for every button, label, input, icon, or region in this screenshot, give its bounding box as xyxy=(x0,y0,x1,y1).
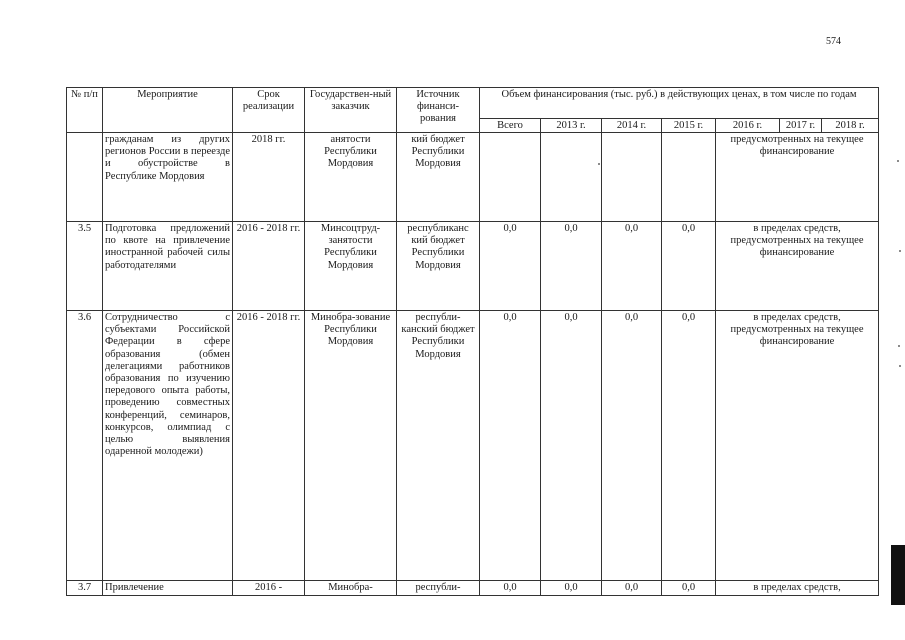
header-customer: Государствен-ный заказчик xyxy=(305,88,397,133)
page-number: 574 xyxy=(826,36,841,47)
row-customer: Минобра- xyxy=(305,581,397,596)
table-row xyxy=(67,222,879,311)
financing-table xyxy=(66,87,879,596)
row-num: 3.7 xyxy=(67,581,103,596)
row-term: 2018 гг. xyxy=(233,133,305,222)
table-row xyxy=(67,581,879,596)
header-2017: 2017 г. xyxy=(780,119,822,133)
header-2015: 2015 г. xyxy=(662,119,716,133)
row-total: 0,0 xyxy=(480,581,541,596)
header-2018: 2018 г. xyxy=(822,119,879,133)
row-2015: 0,0 xyxy=(662,581,716,596)
header-source: Источник финанси-рования xyxy=(397,88,480,133)
row-event: Привлечение xyxy=(103,581,233,596)
header-volume: Объем финансирования (тыс. руб.) в действующих ценах, в том числе по годам xyxy=(480,88,879,119)
header-2013: 2013 г. xyxy=(541,119,602,133)
scan-speck xyxy=(598,163,600,165)
row-source: республи- xyxy=(397,581,480,596)
row-source: кий бюджет Республики Мордовия xyxy=(397,133,480,222)
row-2015 xyxy=(662,133,716,222)
row-num: 3.5 xyxy=(67,222,103,311)
row-note: в пределах средств, предусмотренных на текущее финансирование xyxy=(716,222,879,311)
row-event: Подготовка предложений по квоте на привлечение иностранной рабочей силы работодателями xyxy=(103,222,233,311)
row-num xyxy=(67,133,103,222)
row-2014 xyxy=(602,133,662,222)
scan-speck xyxy=(897,160,899,162)
table-row xyxy=(67,133,879,222)
row-term: 2016 - xyxy=(233,581,305,596)
row-term: 2016 - 2018 гг. xyxy=(233,311,305,581)
header-row xyxy=(67,88,879,119)
row-customer: анятости Республики Мордовия xyxy=(305,133,397,222)
header-2016: 2016 г. xyxy=(716,119,780,133)
row-event: гражданам из других регионов России в переезде и обустройстве в Республике Мордовия xyxy=(103,133,233,222)
row-note: в пределах средств, xyxy=(716,581,879,596)
row-2014: 0,0 xyxy=(602,222,662,311)
row-num: 3.6 xyxy=(67,311,103,581)
scan-speck xyxy=(899,250,901,252)
header-2014: 2014 г. xyxy=(602,119,662,133)
row-source: республиканс кий бюджет Республики Мордовия xyxy=(397,222,480,311)
row-2015: 0,0 xyxy=(662,222,716,311)
row-2014: 0,0 xyxy=(602,311,662,581)
scan-edge-mark xyxy=(891,545,905,605)
scan-speck xyxy=(899,365,901,367)
row-2013: 0,0 xyxy=(541,222,602,311)
row-event: Сотрудничество с субъектами Российской Федерации в сфере образования (обмен делегациями работников образования по изучению передового опыта работы, проведению совместных конференций, семинаров, конкурсов, олимпиад с целью выявления одаренной молодежи) xyxy=(103,311,233,581)
row-note: предусмотренных на текущее финансирование xyxy=(716,133,879,222)
row-term: 2016 - 2018 гг. xyxy=(233,222,305,311)
scan-speck xyxy=(898,345,900,347)
row-customer: Минобра-зование Республики Мордовия xyxy=(305,311,397,581)
row-2013 xyxy=(541,133,602,222)
table-row xyxy=(67,311,879,581)
row-2014: 0,0 xyxy=(602,581,662,596)
header-num: № п/п xyxy=(67,88,103,133)
header-event: Мероприятие xyxy=(103,88,233,133)
row-total: 0,0 xyxy=(480,311,541,581)
header-total: Всего xyxy=(480,119,541,133)
row-2015: 0,0 xyxy=(662,311,716,581)
row-2013: 0,0 xyxy=(541,581,602,596)
row-source: республи-канский бюджет Республики Мордовия xyxy=(397,311,480,581)
row-total xyxy=(480,133,541,222)
row-customer: Минсоцтруд-занятости Республики Мордовия xyxy=(305,222,397,311)
row-2013: 0,0 xyxy=(541,311,602,581)
header-term: Срок реализации xyxy=(233,88,305,133)
row-note: в пределах средств, предусмотренных на текущее финансирование xyxy=(716,311,879,581)
row-total: 0,0 xyxy=(480,222,541,311)
